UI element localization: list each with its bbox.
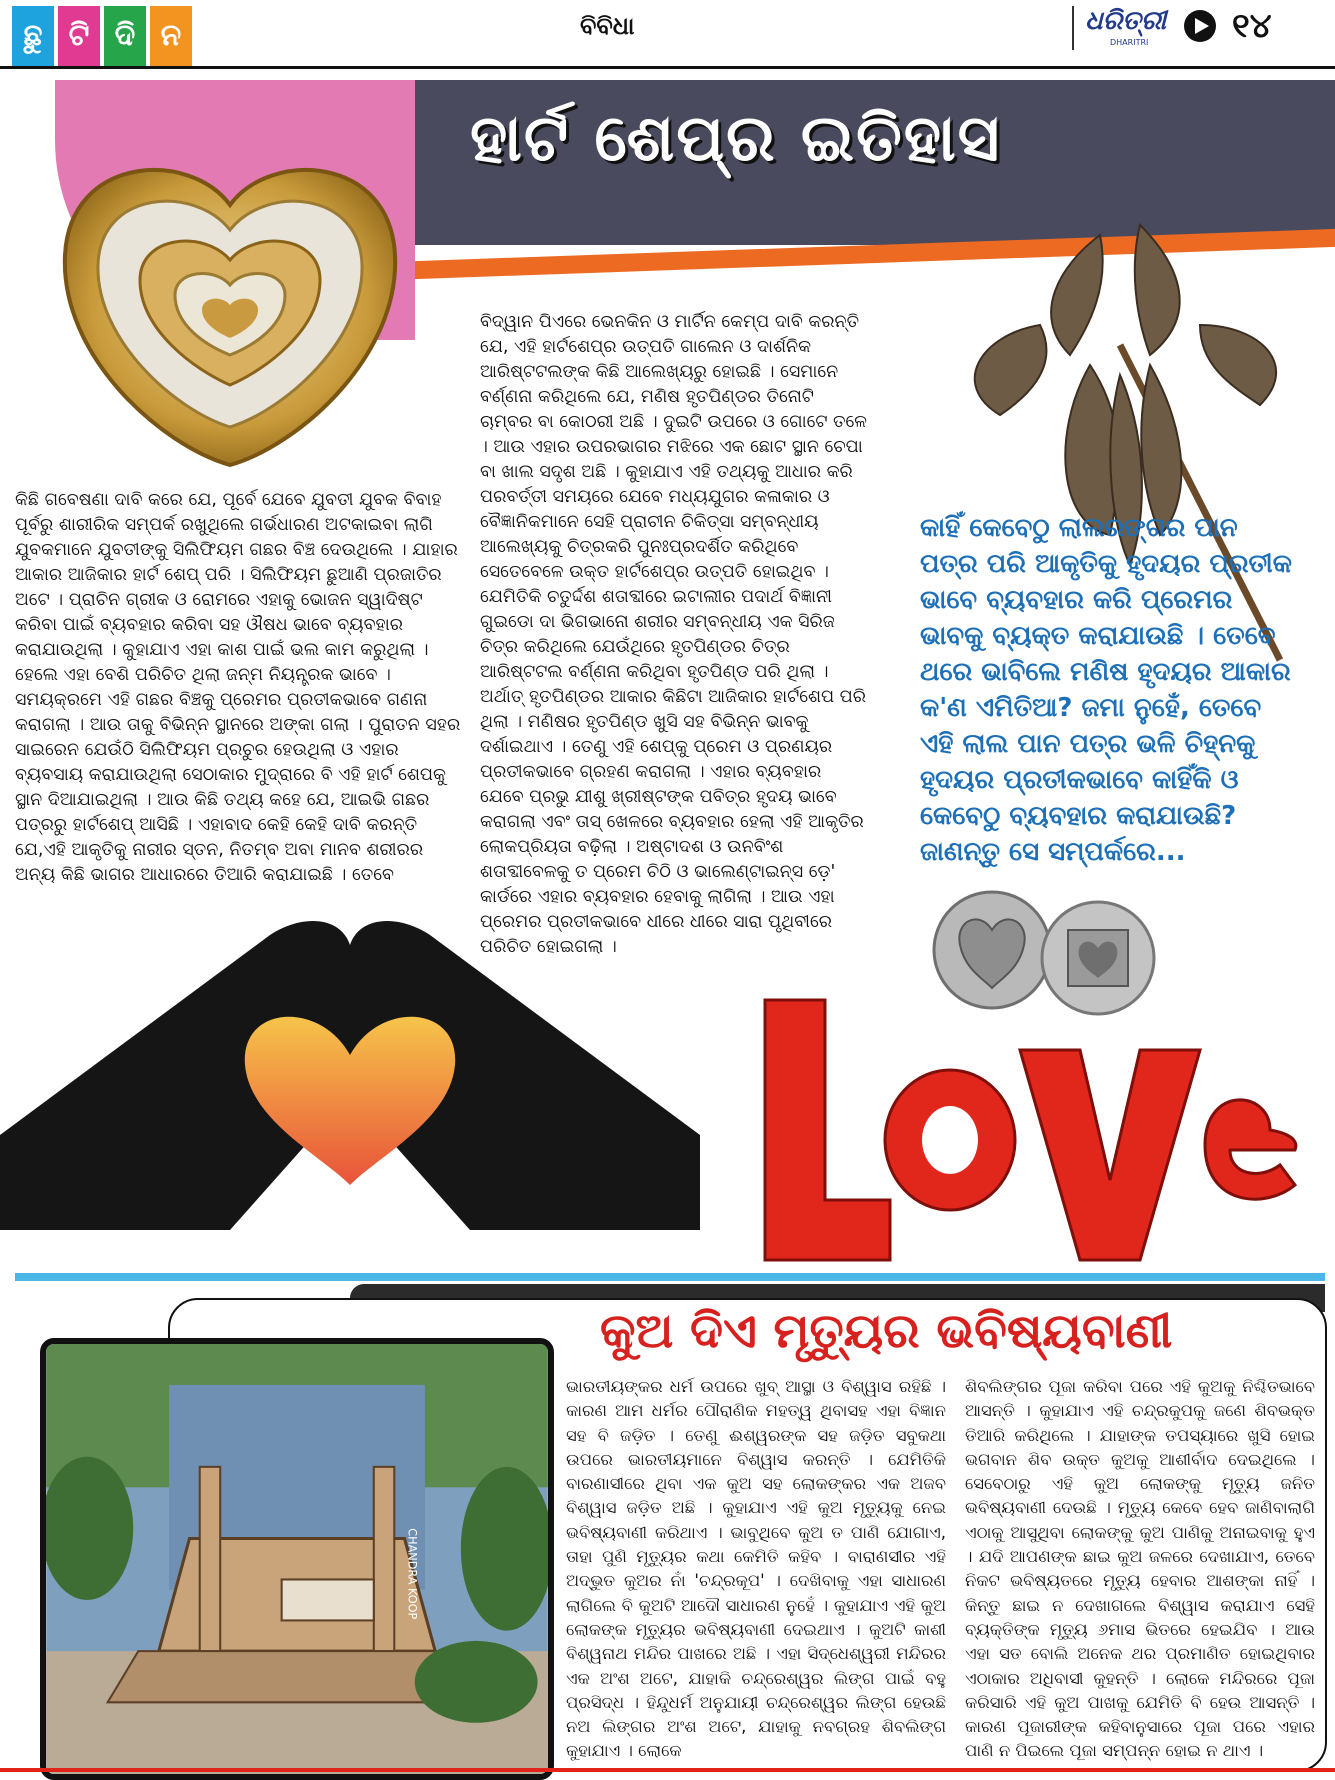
love-word: Love bbox=[750, 970, 753, 971]
section-title: ବିବିଧା bbox=[580, 12, 635, 40]
masthead bbox=[12, 6, 192, 66]
masthead-letter: ନ bbox=[150, 6, 192, 66]
intro-blurb: କାହିଁ କେବେଠୁ ଲାଲରଙ୍ଗର ପାନ ପତ୍ର ପରି ଆକୃତିକୁ ହୃଦୟର ପ୍ରତୀକ ଭାବେ ବ୍ୟବହାର କରି ପ୍ରେମର ଭାବକୁ ବ୍ୟକ୍ତ କରାଯାଉଛି । ତେବେ ଥରେ ଭାବିଲେ ମଣିଷ ହୃଦୟର ଆକାର କ'ଣ ଏମିତିଆ? ଜମା ନୁହେଁ, ତେବେ ଏହି ଲାଲ ପାନ ପତ୍ର ଭଳି ଚିହ୍ନକୁ ହୃଦୟର ପ୍ରତୀକଭାବେ କାହିଁକି ଓ କେବେଠୁ ବ୍ୟବହାର କରାଯାଉଛି? ଜାଣନ୍ତୁ ସେ ସମ୍ପର୍କରେ... bbox=[920, 513, 1292, 867]
love-3d-letters-image bbox=[750, 970, 1310, 1280]
story2-headline: କୁଅ ଦିଏ ମୃତ୍ୟୁର ଭବିଷ୍ୟବାଣୀ bbox=[600, 1303, 1173, 1359]
gold-heart-image bbox=[40, 145, 420, 475]
header-divider bbox=[1072, 6, 1074, 50]
chandrakoop-well-image bbox=[40, 1338, 554, 1780]
story2-column-b bbox=[965, 1375, 1315, 1764]
story2-column-a bbox=[566, 1375, 946, 1764]
footer-rule bbox=[0, 1768, 1335, 1772]
article-text: କିଛି ଗବେଷଣା ଦାବି କରେ ଯେ, ପୂର୍ବେ ଯେବେ ଯୁବତୀ ଯୁବକ ବିବାହ ପୂର୍ବରୁ ଶାରୀରିକ ସମ୍ପର୍କ ରଖୁଥିଲେ ଗର୍ଭଧାରଣ ଅଟକାଇବା ଲାଗି ଯୁବକମାନେ ଯୁବତୀଙ୍କୁ ସିଲିଫିୟମ ଗଛର ବିଞ୍ଚ ଦେଉଥିଲେ । ଯାହାର ଆକାର ଆଜିକାର ହାର୍ଟ ଶେପ୍ ପରି । ସିଲିଫିୟମ ଛୁଆଣି ପ୍ରଜାତିର ଅଟେ । ପ୍ରାଚିନ ଗ୍ରୀକ ଓ ରୋମରେ ଏହାକୁ ଭୋଜନ ସ୍ୱାଦିଷ୍ଟ କରିବା ପାଇଁ ବ୍ୟବହାର କରିବା ସହ ଔଷଧ ଭାବେ ବ୍ୟବହାର କରାଯାଉଥିଲା । କୁହାଯାଏ ଏହା କାଶ ପାଇଁ ଭଲ କାମ କରୁଥିଲା । ହେଲେ ଏହା ବେଶି ପରିଚିତ ଥିଲା ଜନ୍ମ ନିୟନ୍ତ୍ରକ ଭାବେ । ସମୟକ୍ରମେ ଏହି ଗଛର ବିଞ୍ଚକୁ ପ୍ରେମର ପ୍ରତୀକଭାବେ ଗଣନା କରାଗଲା । ଆଉ ତାକୁ ବିଭିନ୍ନ ସ୍ଥାନରେ ଅଙ୍କା ଗଲା । ପୁରାତନ ସହର ସାଇରେନ ଯେଉଁଠି ସିଲିଫିୟମ ପ୍ରଚୁର ହେଉଥିଲା ଓ ଏହାର ବ୍ୟବସାୟ କରାଯାଉଥିଲା ସେଠାକାର ମୁଦ୍ରାରେ ବି ଏହି ହାର୍ଟ ଶେପକୁ ସ୍ଥାନ ଦିଆଯାଇଥିଲା । ଆଉ କିଛି ତଥ୍ୟ କହେ ଯେ, ଆଇଭି ଗଛର ପତ୍ରରୁ ହାର୍ଟଶେପ୍ ଆସିଛି । ଏହାବାଦ କେହି କେହି ଦାବି କରନ୍ତି ଯେ,ଏହି ଆକୃତିକୁ ନାରୀର ସ୍ତନ, ନିତମ୍ବ ଅବା ମାନବ ଶରୀରର ଅନ୍ୟ କିଛି ଭାଗର ଆଧାରରେ ତିଆରି କରାଯାଇଛି । ତେବେ bbox=[15, 490, 461, 885]
masthead-letter: ଛୁ bbox=[12, 6, 54, 66]
article-column-middle bbox=[480, 310, 870, 960]
page-number: ୧୪ bbox=[1232, 6, 1272, 46]
masthead-letter: ଦି bbox=[104, 6, 146, 66]
article-text: ବିଦ୍ୱାନ ପିଏରେ ଭେନକିନ ଓ ମାର୍ଟିନ କେମ୍ପ ଦାବି କରନ୍ତି ଯେ, ଏହି ହାର୍ଟଶେପ୍‌ର ଉତ୍ପତି ଗାଲେନ ଓ ଦାର୍ଶନିକ ଆରିଷ୍ଟଟଲଙ୍କ କିଛି ଆଲେଖ୍ୟରୁ ହୋଇଛି । ସେମାନେ ବର୍ଣ୍ଣନା କରିଥିଲେ ଯେ, ମଣିଷ ହୃତପିଣ୍ଡର ତିନୋଟି ଚାମ୍ବର ବା କୋଠରୀ ଅଛି । ଦୁଇଟି ଉପରେ ଓ ଗୋଟେ ତଳେ । ଆଉ ଏହାର ଉପରଭାଗର ମଝିରେ ଏକ ଛୋଟ ସ୍ଥାନ ଚେପା ବା ଖାଲ ସଦୃଶ ଅଛି । କୁହାଯାଏ ଏହି ତଥ୍ୟକୁ ଆଧାର କରି ପରବର୍ତ୍ତୀ ସମୟରେ ଯେବେ ମଧ୍ୟଯୁଗର କଳାକାର ଓ ବୈଜ୍ଞାନିକମାନେ ସେହି ପ୍ରାଚୀନ ଚିକିତ୍ସା ସମ୍ବନ୍ଧୀୟ ଆଲେଖ୍ୟକୁ ଚିତ୍ରକରି ପୁନଃପ୍ରଦର୍ଶିତ କରିଥିବେ ସେତେବେଳେ ଉକ୍ତ ହାର୍ଟଶେପ୍‌ର ଉତ୍ପତି ହୋଇଥିବ । ଯେମିତିକି ଚତୁର୍ଦ୍ଦଶ ଶତାବ୍ଦୀରେ ଇଟାଲୀର ପଦାର୍ଥ ବିଜ୍ଞାନୀ ଗୁଇଡୋ ଦା ଭିଗଭାନୋ ଶରୀର ସମ୍ବନ୍ଧୀୟ ଏକ ସିରିଜ ଚିତ୍ର କରିଥିଲେ ଯେଉଁଥିରେ ହୃତପିଣ୍ଡର ଚିତ୍ର ଆରିଷ୍ଟଟଲ ବର୍ଣ୍ଣନା କରିଥିବା ହୃତପିଣ୍ଡ ପରି ଥିଲା । ଅର୍ଥାତ୍ ହୃତପିଣ୍ଡର ଆକାର କିଛିଟା ଆଜିକାର ହାର୍ଟଶେପ ପରି ଥିଲା । ମଣିଷର ହୃତପିଣ୍ଡ ଖୁସି ସହ ବିଭିନ୍ନ ଭାବକୁ ଦର୍ଶାଇଥାଏ । ତେଣୁ ଏହି ଶେପ୍‌କୁ ପ୍ରେମ ଓ ପ୍ରଣୟର ପ୍ରତୀକଭାବେ ଗ୍ରହଣ କରାଗଲା । ଏହାର ବ୍ୟବହାର ଯେବେ ପ୍ରଭୁ ଯୀଶୁ ଖ୍ରୀଷ୍ଟଙ୍କ ପବିତ୍ର ହୃଦୟ ଭାବେ କରାଗଲା ଏବଂ ତାସ୍ ଖେଳରେ ବ୍ୟବହାର ହେଲା ଏହି ଆକୃତିର ଲୋକପ୍ରିୟତା ବଢ଼ିଲା । ଅଷ୍ଟାଦଶ ଓ ଉନବିଂଶ ଶତାବ୍ଦୀବେଳକୁ ତ ପ୍ରେମ ଚିଠି ଓ ଭାଲେଣ୍ଟାଇନ୍ସ ଡ଼େ' କାର୍ଡରେ ଏହାର ବ୍ୟବହାର ହେବାକୁ ଲାଗିଲା । ଆଉ ଏହା ପ୍ରେମର ପ୍ରତୀକଭାବେ ଧୀରେ ଧୀରେ ସାରା ପୃଥିବୀରେ ପରିଚିତ ହୋଇଗଲା । bbox=[480, 312, 867, 957]
well-sign: CHANDRA KOOP bbox=[405, 1528, 419, 1620]
hands-heart-image bbox=[0, 905, 700, 1230]
brand-sub: DHARITRI bbox=[1110, 38, 1149, 47]
article-text: ଭାରତୀୟଙ୍କର ଧର୍ମ ଉପରେ ଖୁବ୍ ଆସ୍ଥା ଓ ବିଶ୍ୱାସ ରହିଛି । କାରଣ ଆମ ଧର୍ମର ପୌରାଣିକ ମହତ୍ୱ ଥିବାସହ ଏହା ବିଜ୍ଞାନ ସହ ବି ଜଡ଼ିତ । ତେଣୁ ଈଶ୍ୱରଙ୍କ ସହ ଜଡ଼ିତ ସବୁକଥା ଉପରେ ଭାରତୀୟମାନେ ବିଶ୍ୱାସ କରନ୍ତି । ଯେମିତିକି ବାରଣାସୀରେ ଥିବା ଏକ କୁଅ ସହ ଲୋକଙ୍କର ଏକ ଅଜବ ବିଶ୍ୱାସ ଜଡ଼ିତ ଅଛି । କୁହାଯାଏ ଏହି କୁଅ ମୃତ୍ୟୁକୁ ନେଇ ଭବିଷ୍ୟବାଣୀ କରିଥାଏ । ଭାବୁଥିବେ କୁଅ ତ ପାଣି ଯୋଗାଏ, ତାହା ପୁଣି ମୃତ୍ୟୁର କଥା କେମିତି କହିବ । ବାରାଣସୀର ଏହି ଅଦ୍ଭୁତ କୁଅର ନାଁ 'ଚନ୍ଦ୍ରକୂପ' । ଦେଖିବାକୁ ଏହା ସାଧାରଣ ଲାଗିଲେ ବି କୁଅଟି ଆଦୌ ସାଧାରଣ ନୁହେଁ । କୁହାଯାଏ ଏହି କୁଅ ଲୋକଙ୍କ ମୃତ୍ୟୁର ଭବିଷ୍ୟବାଣୀ ଦେଇଥାଏ । କୁଅଟି କାଶୀ ବିଶ୍ୱନାଥ ମନ୍ଦିର ପାଖରେ ଅଛି । ଏହା ସିଦ୍ଧେଶ୍ୱରୀ ମନ୍ଦିରର ଏକ ଅଂଶ ଅଟେ, ଯାହାକି ଚନ୍ଦ୍ରେଶ୍ୱର ଲିଙ୍ଗ ପାଇଁ ବହୁ ପ୍ରସିଦ୍ଧ । ହିନ୍ଦୁଧର୍ମ ଅନୁଯାୟୀ ଚନ୍ଦ୍ରେଶ୍ୱର ଲିଙ୍ଗ ହେଉଛି ନଅ ଲିଙ୍ଗର ଅଂଶ ଅଟେ, ଯାହାକୁ ନବଗ୍ରହ ଶିବଲିଙ୍ଗ କୁହାଯାଏ । ଲୋକେ bbox=[566, 1377, 946, 1761]
article-text: ଶିବଲିଙ୍ଗର ପୂଜା କରିବା ପରେ ଏହି କୁଅକୁ ନିଶ୍ଚିତଭାବେ ଆସନ୍ତି । କୁହାଯାଏ ଏହି ଚନ୍ଦ୍ରକୁପକୁ ଜଣେ ଶିବଭକ୍ତ ତିଆରି କରିଥିଲେ । ଯାହାଙ୍କ ତପସ୍ୟାରେ ଖୁସି ହୋଇ ଭଗବାନ ଶିବ ଉକ୍ତ କୁଅକୁ ଆଶୀର୍ବାଦ ଦେଇଥିଲେ । ସେବେଠାରୁ ଏହି କୁଅ ଲୋକଙ୍କୁ ମୃତ୍ୟୁ ଜନିତ ଭବିଷ୍ୟବାଣୀ ଦେଉଛି । ମୃତ୍ୟୁ କେବେ ହେବ ଜାଣିବାଲାଗି ଏଠାକୁ ଆସୁଥିବା ଲୋକଙ୍କୁ କୁଅ ପାଣିକୁ ଅନାଇବାକୁ ହୁଏ । ଯଦି ଆପଣଙ୍କ ଛାଇ କୁଅ ଜଳରେ ଦେଖାଯାଏ, ତେବେ ନିକଟ ଭବିଷ୍ୟତରେ ମୃତ୍ୟୁ ହେବାର ଆଶଙ୍କା ନାହିଁ । କିନ୍ତୁ ଛାଇ ନ ଦେଖାଗଲେ ବିଶ୍ୱାସ କରାଯାଏ ସେହି ବ୍ୟକ୍ତିଙ୍କ ମୃତ୍ୟୁ ୬ମାସ ଭିତରେ ହେଇଯିବ । ଆଉ ଏହା ସତ ବୋଲି ଅନେକ ଥର ପ୍ରମାଣିତ ହୋଇଥିବାର ଏଠାକାର ଅଧିବାସୀ କୁହନ୍ତି । ଲୋକେ ମନ୍ଦିରରେ ପୂଜା କରିସାରି ଏହି କୁଅ ପାଖକୁ ଯେମିତି ବି ହେଉ ଆସନ୍ତି । କାରଣ ପୂଜାରୀଙ୍କ କହିବାନୁସାରେ ପୂଜା ପରେ ଏହାର ପାଣି ନ ପିଇଲେ ପୂଜା ସମ୍ପନ୍ନ ହୋଇ ନ ଥାଏ । bbox=[965, 1377, 1315, 1761]
play-icon bbox=[1184, 10, 1216, 42]
article-column-left bbox=[15, 488, 465, 888]
section-divider-rule bbox=[15, 1273, 1325, 1281]
header-rule bbox=[0, 66, 1335, 69]
headline: ହାର୍ଟ ଶେପ୍‌ର ଇତିହାସ bbox=[470, 102, 1002, 176]
masthead-letter: ଟି bbox=[58, 6, 100, 66]
brand-logo: ଧରିତ୍ରୀ bbox=[1085, 6, 1167, 36]
